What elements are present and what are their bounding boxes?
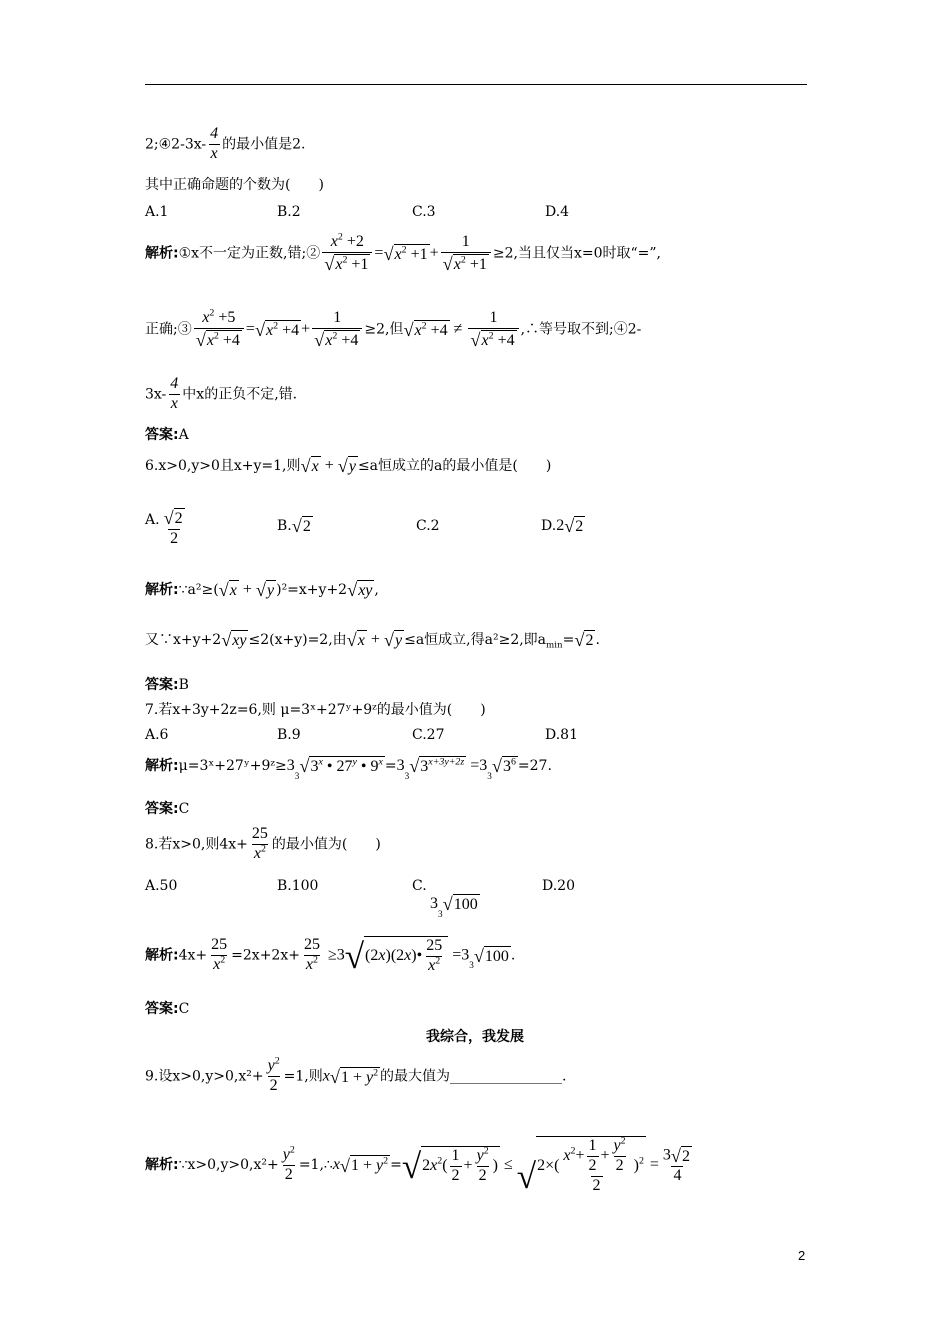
q9-solution: 解析:∵x>0,y>0,x²+ $\frac{y^2}{2}$ =1,∴x √ $1 + y^2$ = √ $2x^2$( $\frac{1}{2}$ + $\frac{y^2}{2}$ ) ≤ √ 2×( $x^2+$ $\frac{1}{2}$ + $\frac{y^2}{2}$ 2 )$^2$ = 3 √ 2 4 (145, 1135, 691, 1197)
q5-option-a: A.1 (145, 204, 169, 220)
q6-option-b: B. √ 2 (277, 516, 311, 537)
q6-answer-label: 答案: (145, 677, 179, 693)
q7-answer (145, 802, 189, 816)
q6-option-d-label: D. (541, 517, 557, 534)
q5-frac-x2p5: $x^2 +5$ √ $x^2 +4$ (194, 310, 244, 349)
q6-sol-1-pre: ∵a²≥( (178, 581, 219, 598)
q5-sqrt-x2p4: √ $x^2 +4$ (254, 320, 300, 341)
q5-solution-line2: 正确;③ $x^2 +5$ √ $x^2 +4$ = √ $x^2 +4$ + 1 √ $x^2 +4$ ≥2,但 √ $x^2 +4$ ≠ 1 √ $x^2 +4$ ,∴等号取不到;④2- (145, 307, 642, 350)
q5-answer-label: 答案: (145, 427, 179, 443)
q5-sol-4: ≥2,但 (364, 321, 404, 338)
q5-frac-1-over-sqrt: 1 √ $x^2 +1$ (441, 234, 491, 273)
q7-cuberoot-3: 3 √ $3^6$ (487, 756, 516, 781)
q7-option-c: C.27 (412, 727, 445, 743)
q5-frac-4-over-x: $\frac{4}{x}$ (210, 125, 219, 162)
q5-line1-pre: 2;④2-3x- (145, 136, 207, 153)
q6-sol-2-mid: ≤2(x+y)=2,由 (248, 631, 347, 648)
q8-answer-label: 答案: (145, 1001, 179, 1017)
q5-answer-value: A (178, 427, 189, 443)
q5-stem: 其中正确命题的个数为( ) (145, 177, 324, 193)
q5-sol-6-post: 中x的正负不定,错. (182, 386, 298, 403)
q5-sqrt-x2p1: √ $x^2 +1$ (383, 244, 428, 265)
q6-solution-line2: 又∵x+y+2 √ xy ≤2(x+y)=2,由 √ x + √ y ≤a恒成立,得a²≥2,即$a_{min}=$ √ 2 . (145, 630, 600, 651)
q8-option-c-label: C. (412, 878, 427, 894)
q5-solution-line1: 解析:①x不一定为正数,错;② $x^2 +2$ √ $x^2 +1$ = √ $x^2 +1$ + 1 √ $x^2 +1$ ≥2,当且仅当x=0时取“=”, (145, 231, 661, 274)
q5-answer (145, 428, 189, 442)
q6-solution-label: 解析: (145, 581, 179, 598)
q5-sol-1: ①x不一定为正数,错;② (178, 245, 321, 262)
q8-option-d: D.20 (542, 878, 575, 894)
q6-sqrt-x: √ x (300, 456, 319, 477)
q6-sqrt-y: √ y (337, 456, 356, 477)
q6-option-a: A. √ 2 2 (145, 508, 183, 547)
q8-solution: 解析:4x+ $\frac{25}{x^2}$ =2x+2x+ $\frac{25}{x^2}$ ≥3 √ (2x)(2x)• $\frac{25}{x^2}$ =3 3 √ 100 . (145, 936, 516, 977)
q6-sol-1-mid: )²=x+y+2 (276, 581, 348, 598)
q8-answer (145, 1002, 189, 1016)
q9-stem-post: 的最大值为________________. (380, 1068, 567, 1085)
q7-answer-label: 答案: (145, 801, 179, 817)
q6-sol-2-sub: min (546, 640, 563, 651)
q5-line1-post: 的最小值是2. (222, 136, 306, 153)
q8-stem (145, 826, 381, 863)
q6-stem-post: ≤a恒成立的a的最小值是( ) (357, 457, 552, 474)
q5-frac-4-over-x-b: $\frac{4}{x}$ (170, 375, 179, 412)
q7-solution-label: 解析: (145, 757, 179, 774)
q8-answer-value: C (178, 1001, 190, 1017)
q8-stem-post: 的最小值为( ) (271, 836, 381, 853)
header-rule (145, 84, 807, 85)
q7-sol-end: =27. (517, 757, 552, 774)
q7-option-d: D.81 (545, 727, 578, 743)
q8-option-c: C. 3 3 √ 100 (412, 878, 478, 919)
q9-solution-label: 解析: (145, 1157, 179, 1174)
q5-frac-1-over-sqrt4-b: 1 √ $x^2 +4$ (468, 310, 518, 349)
q5-sqrt-x2p4-b: √ $x^2 +4$ (403, 320, 448, 341)
q7-cuberoot-1: 3 √ 3$^x$ • 27$^y$ • 9$^x$ (294, 756, 383, 781)
section-title: 我综合，我发展 (426, 1029, 524, 1045)
q7-sol-pre: μ=3ˣ+27ʸ+9ᶻ≥ (178, 757, 287, 774)
q5-sol-6-pre: 3x- (145, 386, 167, 403)
q9-sol-mid: =1,∴ (298, 1157, 333, 1174)
q6-option-a-label: A. (145, 512, 160, 528)
q6-option-b-label: B. (277, 517, 292, 534)
q6-option-c: C.2 (416, 518, 440, 534)
q7-answer-value: C (178, 801, 190, 817)
q9-stem-mid: =1,则 (283, 1068, 323, 1085)
q9-stem-pre: 9.设x>0,y>0,x²+ (145, 1068, 264, 1085)
q6-option-d: D.2 √ 2 (541, 516, 584, 537)
q6-solution-line1: 解析:∵a²≥( √ x + √ y )²=x+y+2 √ xy , (145, 580, 379, 601)
page-number: 2 (798, 1248, 806, 1263)
q8-stem-pre: 8.若x>0,则4x+ (145, 836, 248, 853)
q7-option-b: B.9 (277, 727, 301, 743)
q9-stem: 9.设x>0,y>0,x²+ $\frac{y^2}{2}$ =1,则x √ $1 + y^2$ 的最大值为________________. (145, 1055, 567, 1094)
q8-cuberoot-product: √ (2x)(2x)• $\frac{25}{x^2}$ (345, 936, 448, 975)
q6-answer-value: B (178, 677, 189, 693)
q6-sol-2-pre: 又∵x+y+2 (145, 631, 222, 648)
q8-option-a: A.50 (145, 878, 178, 894)
q8-sol-mid: =2x+2x+ (231, 947, 300, 964)
q5-option-c: C.3 (412, 204, 436, 220)
q7-cuberoot-2: 3 √ $3^{x+3y+2z}$ (404, 756, 465, 781)
q5-sol-2: ≥2,当且仅当x=0时取“=”, (492, 245, 661, 262)
q5-solution-label: 解析: (145, 245, 179, 262)
q5-solution-line3 (145, 376, 297, 413)
q6-stem-pre: 6.x>0,y>0且x+y=1,则 (145, 457, 301, 474)
q9-sol-pre: ∵x>0,y>0,x²+ (178, 1157, 279, 1174)
q5-option-d: D.4 (545, 204, 570, 220)
q5-frac-1-over-sqrt4: 1 √ $x^2 +4$ (312, 310, 362, 349)
q7-solution: 解析:μ=3ˣ+27ʸ+9ᶻ≥3 3 √ 3$^x$ • 27$^y$ • 9$^x$ =3 3 √ $3^{x+3y+2z}$ =3 3 √ $3^6$ =27. (145, 756, 552, 781)
q7-option-a: A.6 (145, 727, 169, 743)
q5-sol-5: ,∴等号取不到;④2- (520, 321, 642, 338)
q8-sol-pre: 4x+ (178, 947, 208, 964)
q6-answer (145, 678, 189, 692)
q5-sol-3: 正确;③ (145, 321, 192, 338)
q8-option-b: B.100 (277, 878, 319, 894)
q8-solution-label: 解析: (145, 947, 179, 964)
q6-sol-2-mid2: ≤a恒成立,得a²≥2,即a (404, 631, 547, 648)
q5-frac-x2p2: $x^2 +2$ √ $x^2 +1$ (322, 234, 372, 273)
q6-stem: 6.x>0,y>0且x+y=1,则 √ x + √ y ≤a恒成立的a的最小值是( ) (145, 456, 552, 477)
q8-frac-25-over-x2: $\frac{25}{x^2}$ (251, 825, 268, 862)
q7-stem: 7.若x+3y+2z=6,则 μ=3ˣ+27ʸ+9ᶻ的最小值为( ) (145, 702, 486, 718)
q5-option-b: B.2 (277, 204, 301, 220)
q5-line1 (145, 126, 305, 163)
